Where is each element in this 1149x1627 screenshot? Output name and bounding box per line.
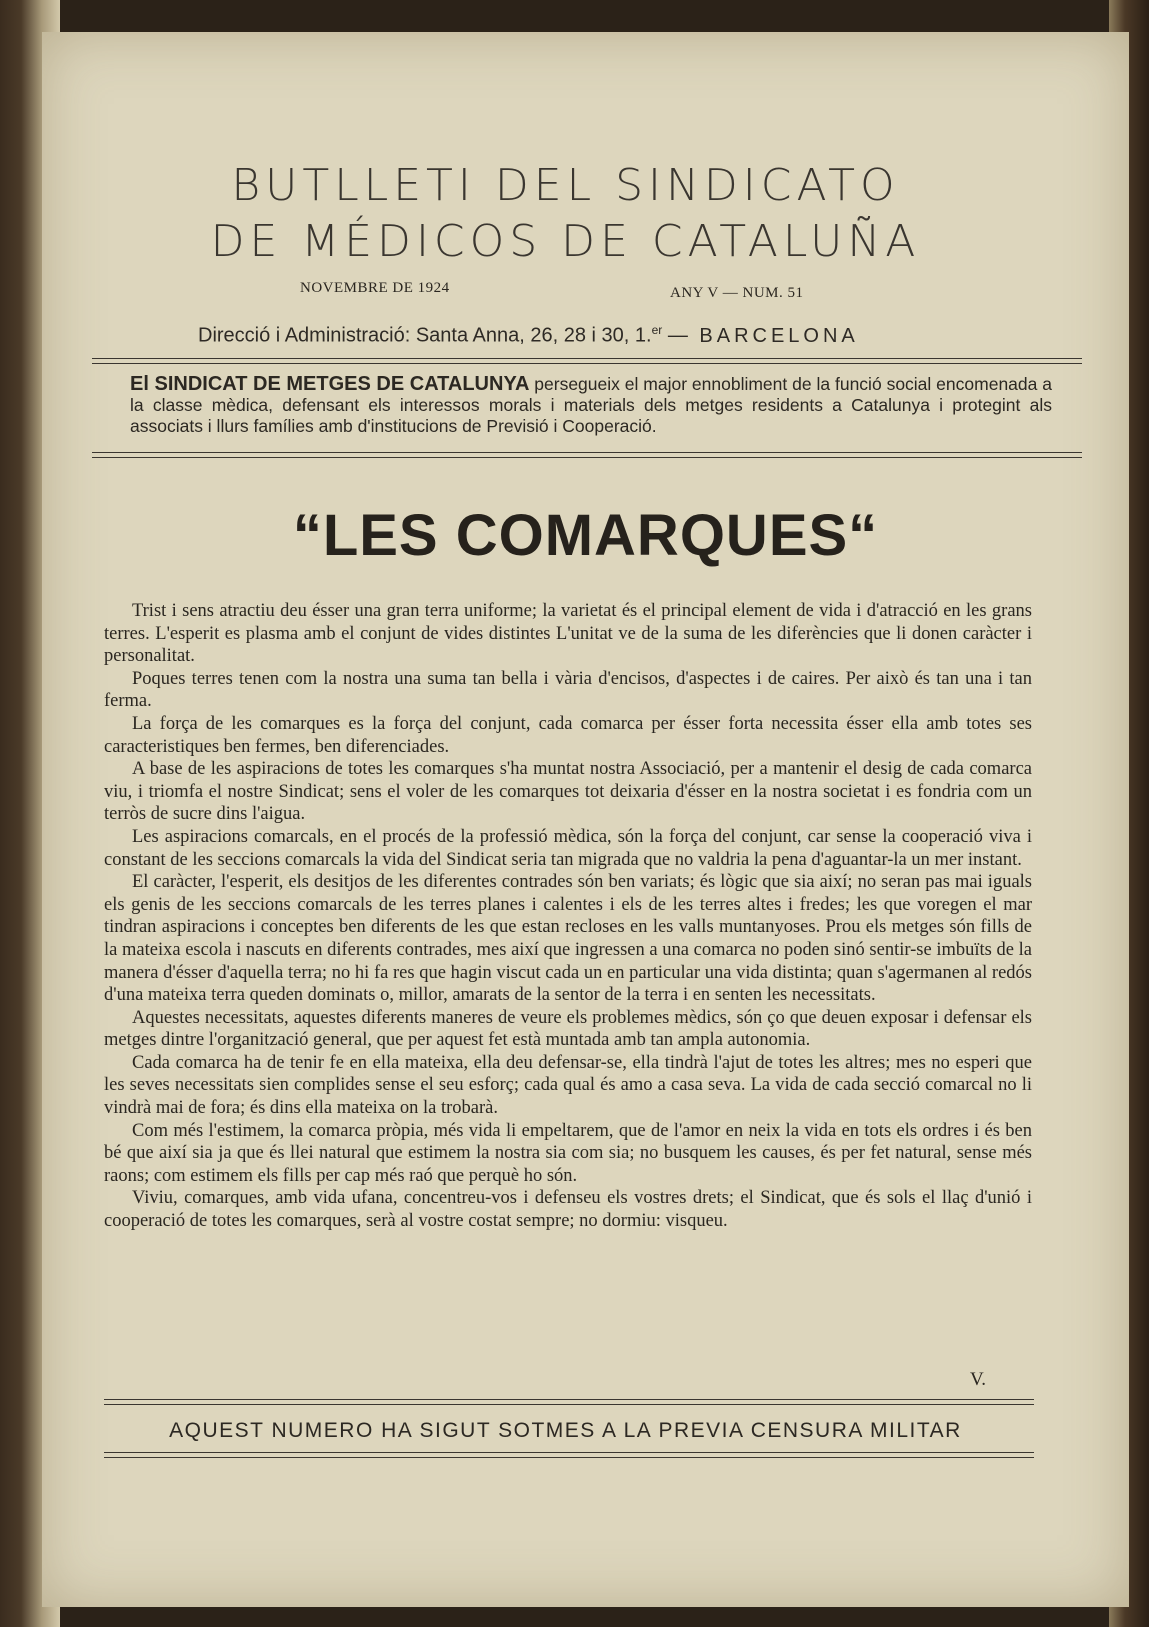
article-paragraph: El caràcter, l'esperit, els desitjos de les diferentes contrades són ben variats; és lògic que sia així; no seran pas mai iguals els genis de les seccions comarcals de les terres planes i calentes i els de les terres altes i fredes; les que voregen el mar tindran aspiracions i conceptes ben diferents de les que estan recloses en les valls muntanyoses. Prou els metges són fills de la mateixa escola i nascuts en diferents contrades, mes així que ingressen a una comarca no poden sinó sentir-se imbuïts de la manera d'ésser d'aquella terra; no hi fa res que hagin viscut cada un en particular una vida distinta; quan s'agermanen al redós d'una mateixa terra queden dominats o, millor, amarats de la sentor de la terra i en senten les necessitats. xyxy=(104,872,1032,1006)
mission-lead: El SINDICAT DE METGES DE CATALUNYA xyxy=(130,373,530,395)
article-paragraph: Les aspiracions comarcals, en el procés de la professió mèdica, són la força del conjunt, car sense la cooperació viva i constant de les seccions comarcals la vida del Sindicat seria tan migrada que no valdria la pena d'aguantar-la un mer instant. xyxy=(104,826,1032,870)
issue-number: ANY V — NUM. 51 xyxy=(670,285,804,301)
divider-bottom-2 xyxy=(104,1404,1034,1405)
article-paragraph: Viviu, comarques, amb vida ufana, concentreu-vos i defenseu els vostres drets; el Sindicat, que és sols el llaç d'unió i cooperació de totes les comarques, serà al vostre costat sempre; no dormiu: visqueu. xyxy=(104,1188,1032,1232)
article-paragraph: Aquestes necessitats, aquestes diferents maneres de veure els problemes mèdics, són ço que deuen exposar i defensar els metges dintre l'organització general, que per aquest fet està muntada amb tan ampla autonomia. xyxy=(104,1007,1032,1051)
article-signature: V. xyxy=(970,1369,987,1390)
issue-date: NOVEMBRE DE 1924 xyxy=(300,280,450,296)
issue-meta xyxy=(42,277,1129,307)
divider-footer-2 xyxy=(104,1457,1034,1458)
mission-text: persegueix el major ennobliment de la funció social encomenada a la classe mèdica, defensant els interessos morals i materials dels metges residents a Catalunya i protegint als associats i llurs famílies amb d'institucions de Previsió i Cooperació. xyxy=(130,374,1052,436)
censorship-notice: AQUEST NUMERO HA SIGUT SOTMES A LA PREVIA CENSURA MILITAR xyxy=(169,1419,962,1442)
article-paragraph: Com més l'estimem, la comarca pròpia, més vida li empeltarem, que de l'amor en neix la vida en tots els ordres i és ben bé que així sia ja que és llei natural que estimem la nostra sia com sia; no busquem les causes, és per fet natural, sense més raons; com estimem els fills per cap més raó que perquè ho són. xyxy=(104,1120,1032,1186)
publisher-address xyxy=(198,323,859,348)
address-city: BARCELONA xyxy=(699,324,859,347)
article-title: “LES COMARQUES“ xyxy=(292,503,879,568)
masthead-line-1: BUTLLETI DEL SINDICATO xyxy=(231,160,900,211)
divider-top-2 xyxy=(92,363,1082,364)
address-text: Direcció i Administració: Santa Anna, 26, 28 i 30, 1. xyxy=(198,324,652,347)
divider-mid-1 xyxy=(92,452,1082,453)
address-floor-sup: er xyxy=(651,323,663,337)
masthead-line-2: DE MÉDICOS DE CATALUÑA xyxy=(210,216,921,267)
divider-bottom-1 xyxy=(104,1399,1034,1400)
article-paragraph: La força de les comarques es la força del conjunt, cada comarca per ésser forta necessita ésser ella amb totes ses caracteristiques ben fermes, ben diferenciades. xyxy=(104,713,1032,757)
divider-mid-2 xyxy=(92,457,1082,458)
address-separator: — xyxy=(662,324,694,347)
article-paragraph: A base de les aspiracions de totes les comarques s'ha muntat nostra Associació, per a mantenir el desig de cada comarca viu, i triomfa el nostre Sindicat; sens el voler de les comarques tot deixaria d'ésser en la nostra societat i es fondria com un terròs de sucre dins l'aigua. xyxy=(104,759,1032,825)
article-paragraph: Cada comarca ha de tenir fe en ella mateixa, ella deu defensar-se, ella tindrà l'ajut de totes les altres; mes no esperi que les seves necessitats sien complides sense el seu esforç; cada qual és amo a casa seva. La vida de cada secció comarcal no li vindrà mai de fora; és dins ella mateixa on la trobarà. xyxy=(104,1052,1032,1119)
divider-footer-1 xyxy=(104,1452,1034,1453)
article-body xyxy=(104,600,1032,1233)
article-paragraph: Trist i sens atractiu deu ésser una gran terra uniforme; la varietat és el principal element de vida i d'atracció en les grans terres. L'esperit es plasma amb el conjunt de vides distintes L'unitat ve de la suma de les diferències que li donen caràcter i personalitat. xyxy=(104,601,1032,667)
divider-top-1 xyxy=(92,358,1082,359)
article-paragraph: Poques terres tenen com la nostra una suma tan bella i vària d'encisos, d'aspectes i de caires. Per això és tan una i tan ferma. xyxy=(104,668,1032,712)
mission-statement xyxy=(130,374,1052,437)
newspaper-page xyxy=(42,32,1129,1607)
